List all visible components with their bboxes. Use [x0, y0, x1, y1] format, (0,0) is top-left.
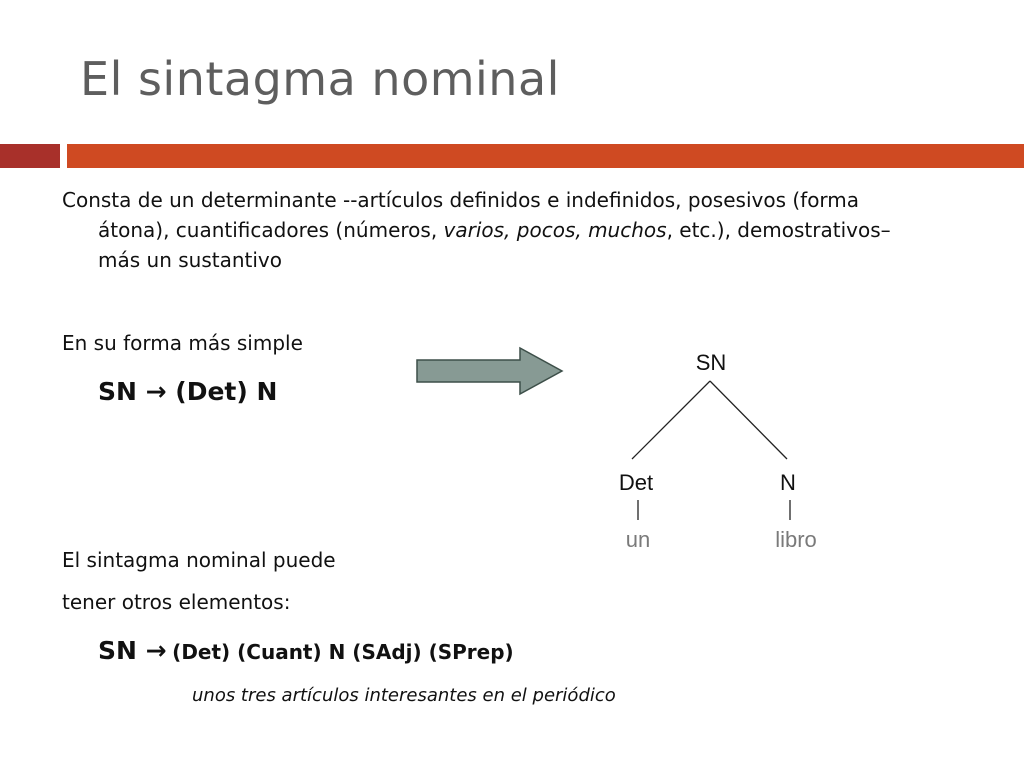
tree-node-det: Det	[618, 470, 654, 495]
expanded-line-1: El sintagma nominal puede	[62, 548, 336, 572]
expanded-rule-head: SN →	[98, 636, 167, 665]
page-title: El sintagma nominal	[80, 52, 560, 106]
intro-line-3: más un sustantivo	[98, 248, 282, 272]
intro-line-2-start: átona), cuantificadores (números,	[98, 218, 444, 242]
example-phrase: unos tres artículos interesantes en el periódico	[192, 685, 616, 706]
simple-form-label: En su forma más simple	[62, 331, 303, 355]
expanded-line-2: tener otros elementos:	[62, 590, 291, 614]
expanded-rule	[98, 636, 514, 665]
tree-word-libro: libro	[775, 527, 817, 552]
intro-line-1: Consta de un determinante --artículos definidos e indefinidos, posesivos (forma	[62, 188, 860, 212]
tree-node-root: SN	[695, 350, 727, 375]
header-bar-left	[0, 144, 60, 168]
expanded-rule-body: (Det) (Cuant) N (SAdj) (SPrep)	[172, 640, 514, 664]
tree-branch-left	[632, 381, 710, 459]
intro-line-2-italic: varios, pocos, muchos	[443, 218, 667, 242]
simple-rule: SN → (Det) N	[98, 377, 278, 406]
tree-branch-right	[710, 381, 787, 459]
intro-line-2-end: , etc.), demostrativos–	[666, 218, 891, 242]
intro-line-2	[62, 215, 962, 245]
tree-word-un: un	[625, 527, 651, 552]
header-bar-right	[67, 144, 1024, 168]
tree-node-n: N	[780, 470, 796, 495]
intro-paragraph	[62, 185, 962, 275]
right-arrow-icon	[414, 345, 566, 397]
